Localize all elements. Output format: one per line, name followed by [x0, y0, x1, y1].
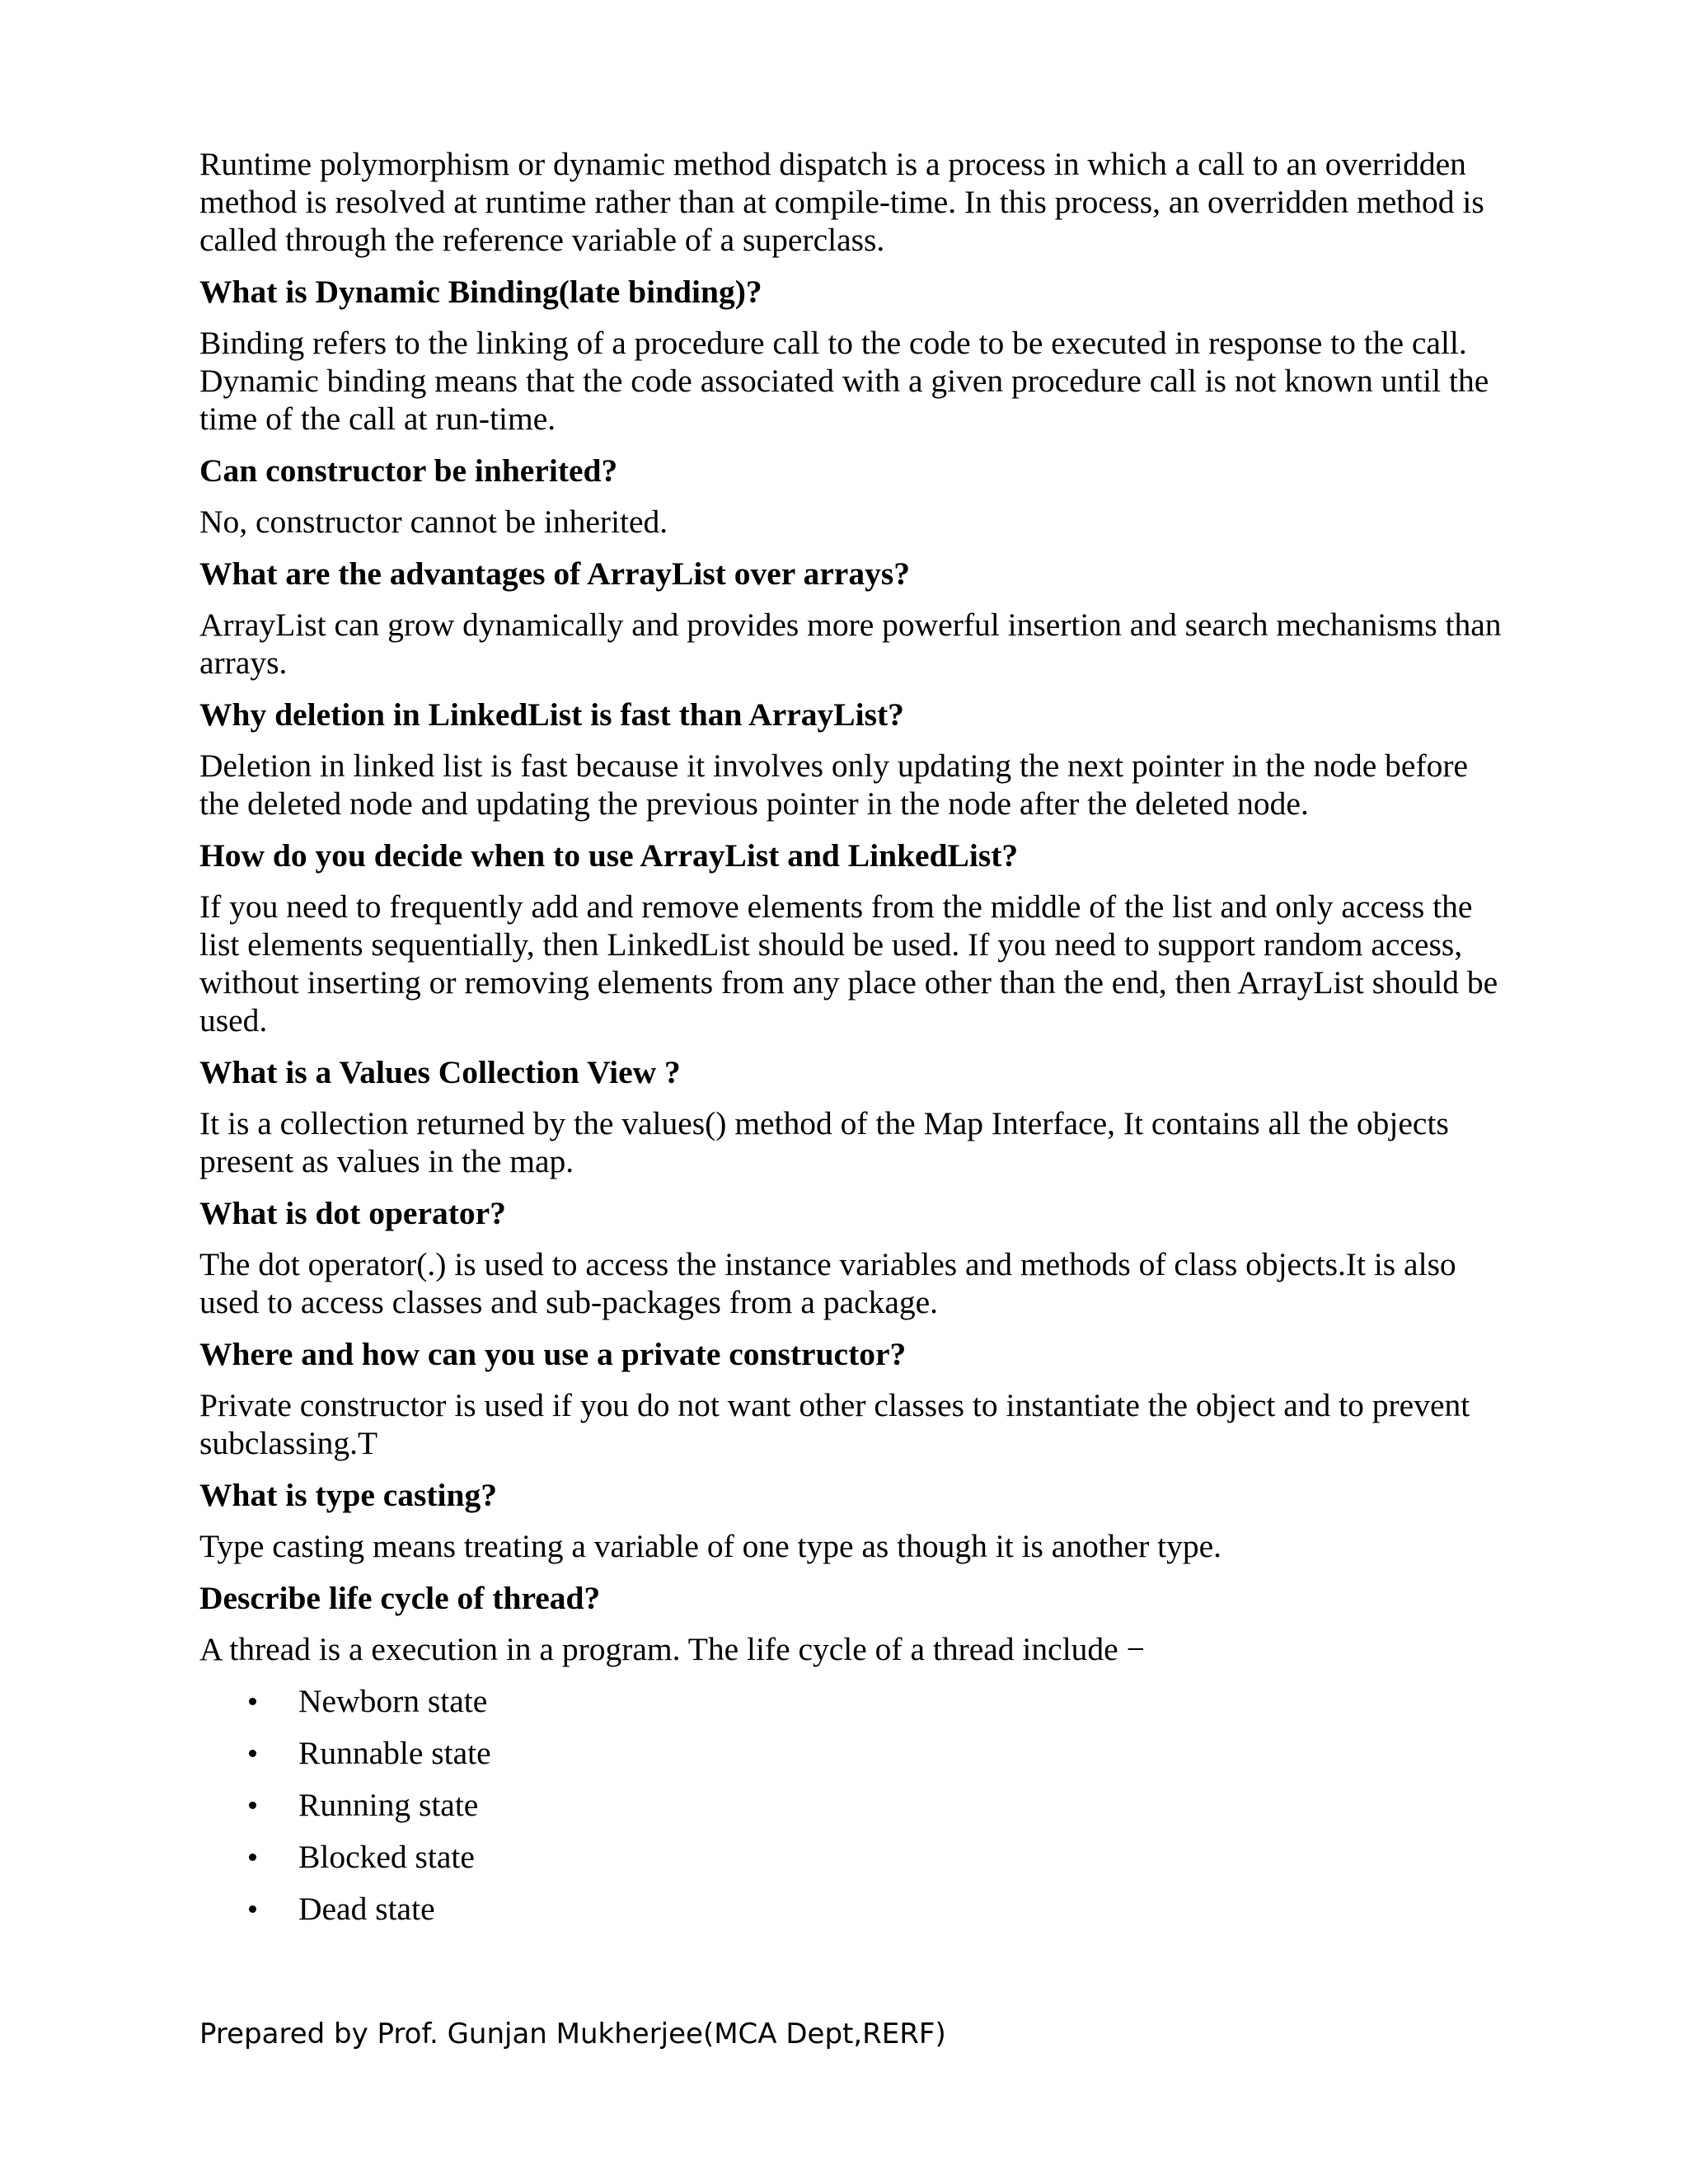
- answer-linkedlist-deletion: Deletion in linked list is fast because it involves only updating the next pointer in the node before the deleted node and updating the previous pointer in the node after the deleted node.: [199, 748, 1469, 822]
- bullet-icon: [249, 1750, 256, 1757]
- answer-dot-operator: The dot operator(.) is used to access the instance variables and methods of class objects.It is also used to access classes and sub-packages from a package.: [199, 1246, 1456, 1320]
- document-content: [199, 145, 1502, 1942]
- question-private-constructor: Where and how can you use a private constructor?: [199, 1336, 907, 1372]
- paragraph-runtime-polymorphism: Runtime polymorphism or dynamic method dispatch is a process in which a call to an overridden method is resolved at runtime rather than at compile-time. In this process, an overridden method is called through the reference variable of a superclass.: [199, 146, 1484, 258]
- list-item: [199, 1890, 1502, 1928]
- bullet-icon: [249, 1905, 256, 1913]
- list-item-text: Blocked state: [298, 1839, 475, 1875]
- page-footer: Prepared by Prof. Gunjan Mukherjee(MCA Dept,RERF): [199, 2018, 946, 2050]
- bullet-icon: [249, 1854, 256, 1861]
- answer-arraylist-advantages: ArrayList can grow dynamically and provides more powerful insertion and search mechanisms than arrays.: [199, 607, 1502, 681]
- bullet-icon: [249, 1698, 256, 1705]
- answer-constructor-inherited: No, constructor cannot be inherited.: [199, 504, 668, 540]
- question-thread-life-cycle: Describe life cycle of thread?: [199, 1580, 601, 1616]
- list-item-text: Newborn state: [298, 1683, 488, 1719]
- question-constructor-inherited: Can constructor be inherited?: [199, 452, 618, 489]
- question-dot-operator: What is dot operator?: [199, 1195, 506, 1231]
- list-item-text: Runnable state: [298, 1735, 491, 1771]
- answer-thread-life-cycle: A thread is a execution in a program. The life cycle of a thread include −: [199, 1631, 1145, 1667]
- list-item: [199, 1786, 1502, 1824]
- answer-type-casting: Type casting means treating a variable of one type as though it is another type.: [199, 1528, 1222, 1564]
- answer-dynamic-binding: Binding refers to the linking of a procedure call to the code to be executed in response to the call. Dynamic binding means that the code associated with a given procedure call is not known until the time of the call at run-time.: [199, 325, 1489, 437]
- question-type-casting: What is type casting?: [199, 1477, 497, 1513]
- question-arraylist-advantages: What are the advantages of ArrayList over arrays?: [199, 555, 910, 592]
- question-values-collection-view: What is a Values Collection View ?: [199, 1054, 681, 1090]
- question-arraylist-vs-linkedlist: How do you decide when to use ArrayList and LinkedList?: [199, 837, 1019, 874]
- thread-states-list: [199, 1682, 1502, 1928]
- answer-private-constructor: Private constructor is used if you do not want other classes to instantiate the object and to prevent subclassing.T: [199, 1387, 1470, 1461]
- list-item-text: Running state: [298, 1787, 479, 1823]
- answer-arraylist-vs-linkedlist: If you need to frequently add and remove elements from the middle of the list and only access the list elements sequentially, then LinkedList should be used. If you need to support random access, without inserting or removing elements from any place other than the end, then ArrayList should be used.: [199, 888, 1498, 1038]
- bullet-icon: [249, 1802, 256, 1809]
- list-item: [199, 1682, 1502, 1720]
- list-item: [199, 1838, 1502, 1876]
- answer-values-collection-view: It is a collection returned by the values() method of the Map Interface, It contains all the objects present as values in the map.: [199, 1105, 1449, 1179]
- list-item-text: Dead state: [298, 1891, 435, 1927]
- question-dynamic-binding: What is Dynamic Binding(late binding)?: [199, 274, 762, 310]
- list-item: [199, 1734, 1502, 1772]
- question-linkedlist-deletion: Why deletion in LinkedList is fast than ArrayList?: [199, 696, 904, 733]
